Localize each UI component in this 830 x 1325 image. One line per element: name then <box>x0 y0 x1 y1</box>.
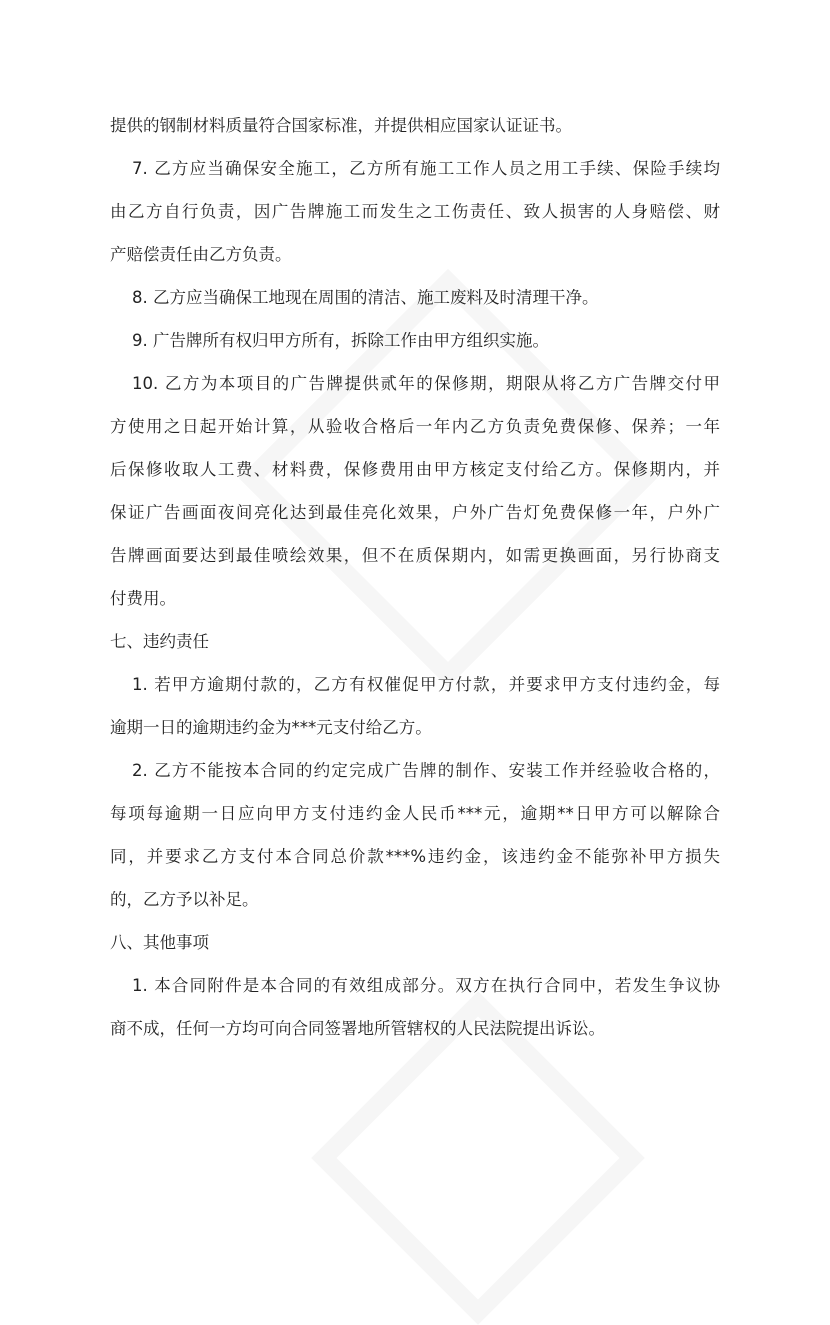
text-line: 提供的钢制材料质量符合国家标准，并提供相应国家认证证书。 <box>110 116 572 135</box>
paragraph <box>110 973 720 1059</box>
text-line: 告牌画面要达到最佳喷绘效果，但不在质保期内，如需更换画面，另行协商支 <box>110 546 720 565</box>
paragraph <box>110 328 720 371</box>
text-line: 每项每逾期一日应向甲方支付违约金人民币***元，逾期**日甲方可以解除合 <box>110 804 720 823</box>
document-page <box>110 113 720 1059</box>
text-line: 方使用之日起开始计算，从验收合格后一年内乙方负责免费保修、保养；一年 <box>110 417 720 436</box>
text-line: 7. 乙方应当确保安全施工，乙方所有施工工作人员之用工手续、保险手续均 <box>132 159 720 178</box>
text-line: 七、违约责任 <box>110 632 209 651</box>
text-line: 八、其他事项 <box>110 933 209 952</box>
text-line: 逾期一日的逾期违约金为***元支付给乙方。 <box>110 718 432 737</box>
text-line: 2. 乙方不能按本合同的约定完成广告牌的制作、安装工作并经验收合格的， <box>132 761 720 780</box>
text-line: 10. 乙方为本项目的广告牌提供贰年的保修期，期限从将乙方广告牌交付甲 <box>132 374 720 393</box>
paragraph <box>110 930 720 973</box>
paragraph <box>110 371 720 629</box>
paragraph <box>110 672 720 758</box>
text-line: 付费用。 <box>110 589 176 608</box>
text-line: 的，乙方予以补足。 <box>110 890 259 909</box>
paragraph <box>110 629 720 672</box>
text-line: 由乙方自行负责，因广告牌施工而发生之工伤责任、致人损害的人身赔偿、财 <box>110 202 720 221</box>
paragraph <box>110 285 720 328</box>
paragraph <box>110 113 720 156</box>
paragraph <box>110 758 720 930</box>
text-line: 9. 广告牌所有权归甲方所有，拆除工作由甲方组织实施。 <box>132 331 549 350</box>
text-line: 1. 本合同附件是本合同的有效组成部分。双方在执行合同中，若发生争议协 <box>132 976 720 995</box>
text-line: 后保修收取人工费、材料费，保修费用由甲方核定支付给乙方。保修期内，并 <box>110 460 720 479</box>
text-line: 保证广告画面夜间亮化达到最佳亮化效果，户外广告灯免费保修一年，户外广 <box>110 503 720 522</box>
text-line: 产赔偿责任由乙方负责。 <box>110 245 292 264</box>
text-line: 1. 若甲方逾期付款的，乙方有权催促甲方付款，并要求甲方支付违约金，每 <box>132 675 720 694</box>
paragraph <box>110 156 720 285</box>
text-line: 同，并要求乙方支付本合同总价款***%违约金，该违约金不能弥补甲方损失 <box>110 847 720 866</box>
text-line: 商不成，任何一方均可向合同签署地所管辖权的人民法院提出诉讼。 <box>110 1019 605 1038</box>
text-line: 8. 乙方应当确保工地现在周围的清洁、施工废料及时清理干净。 <box>132 288 599 307</box>
